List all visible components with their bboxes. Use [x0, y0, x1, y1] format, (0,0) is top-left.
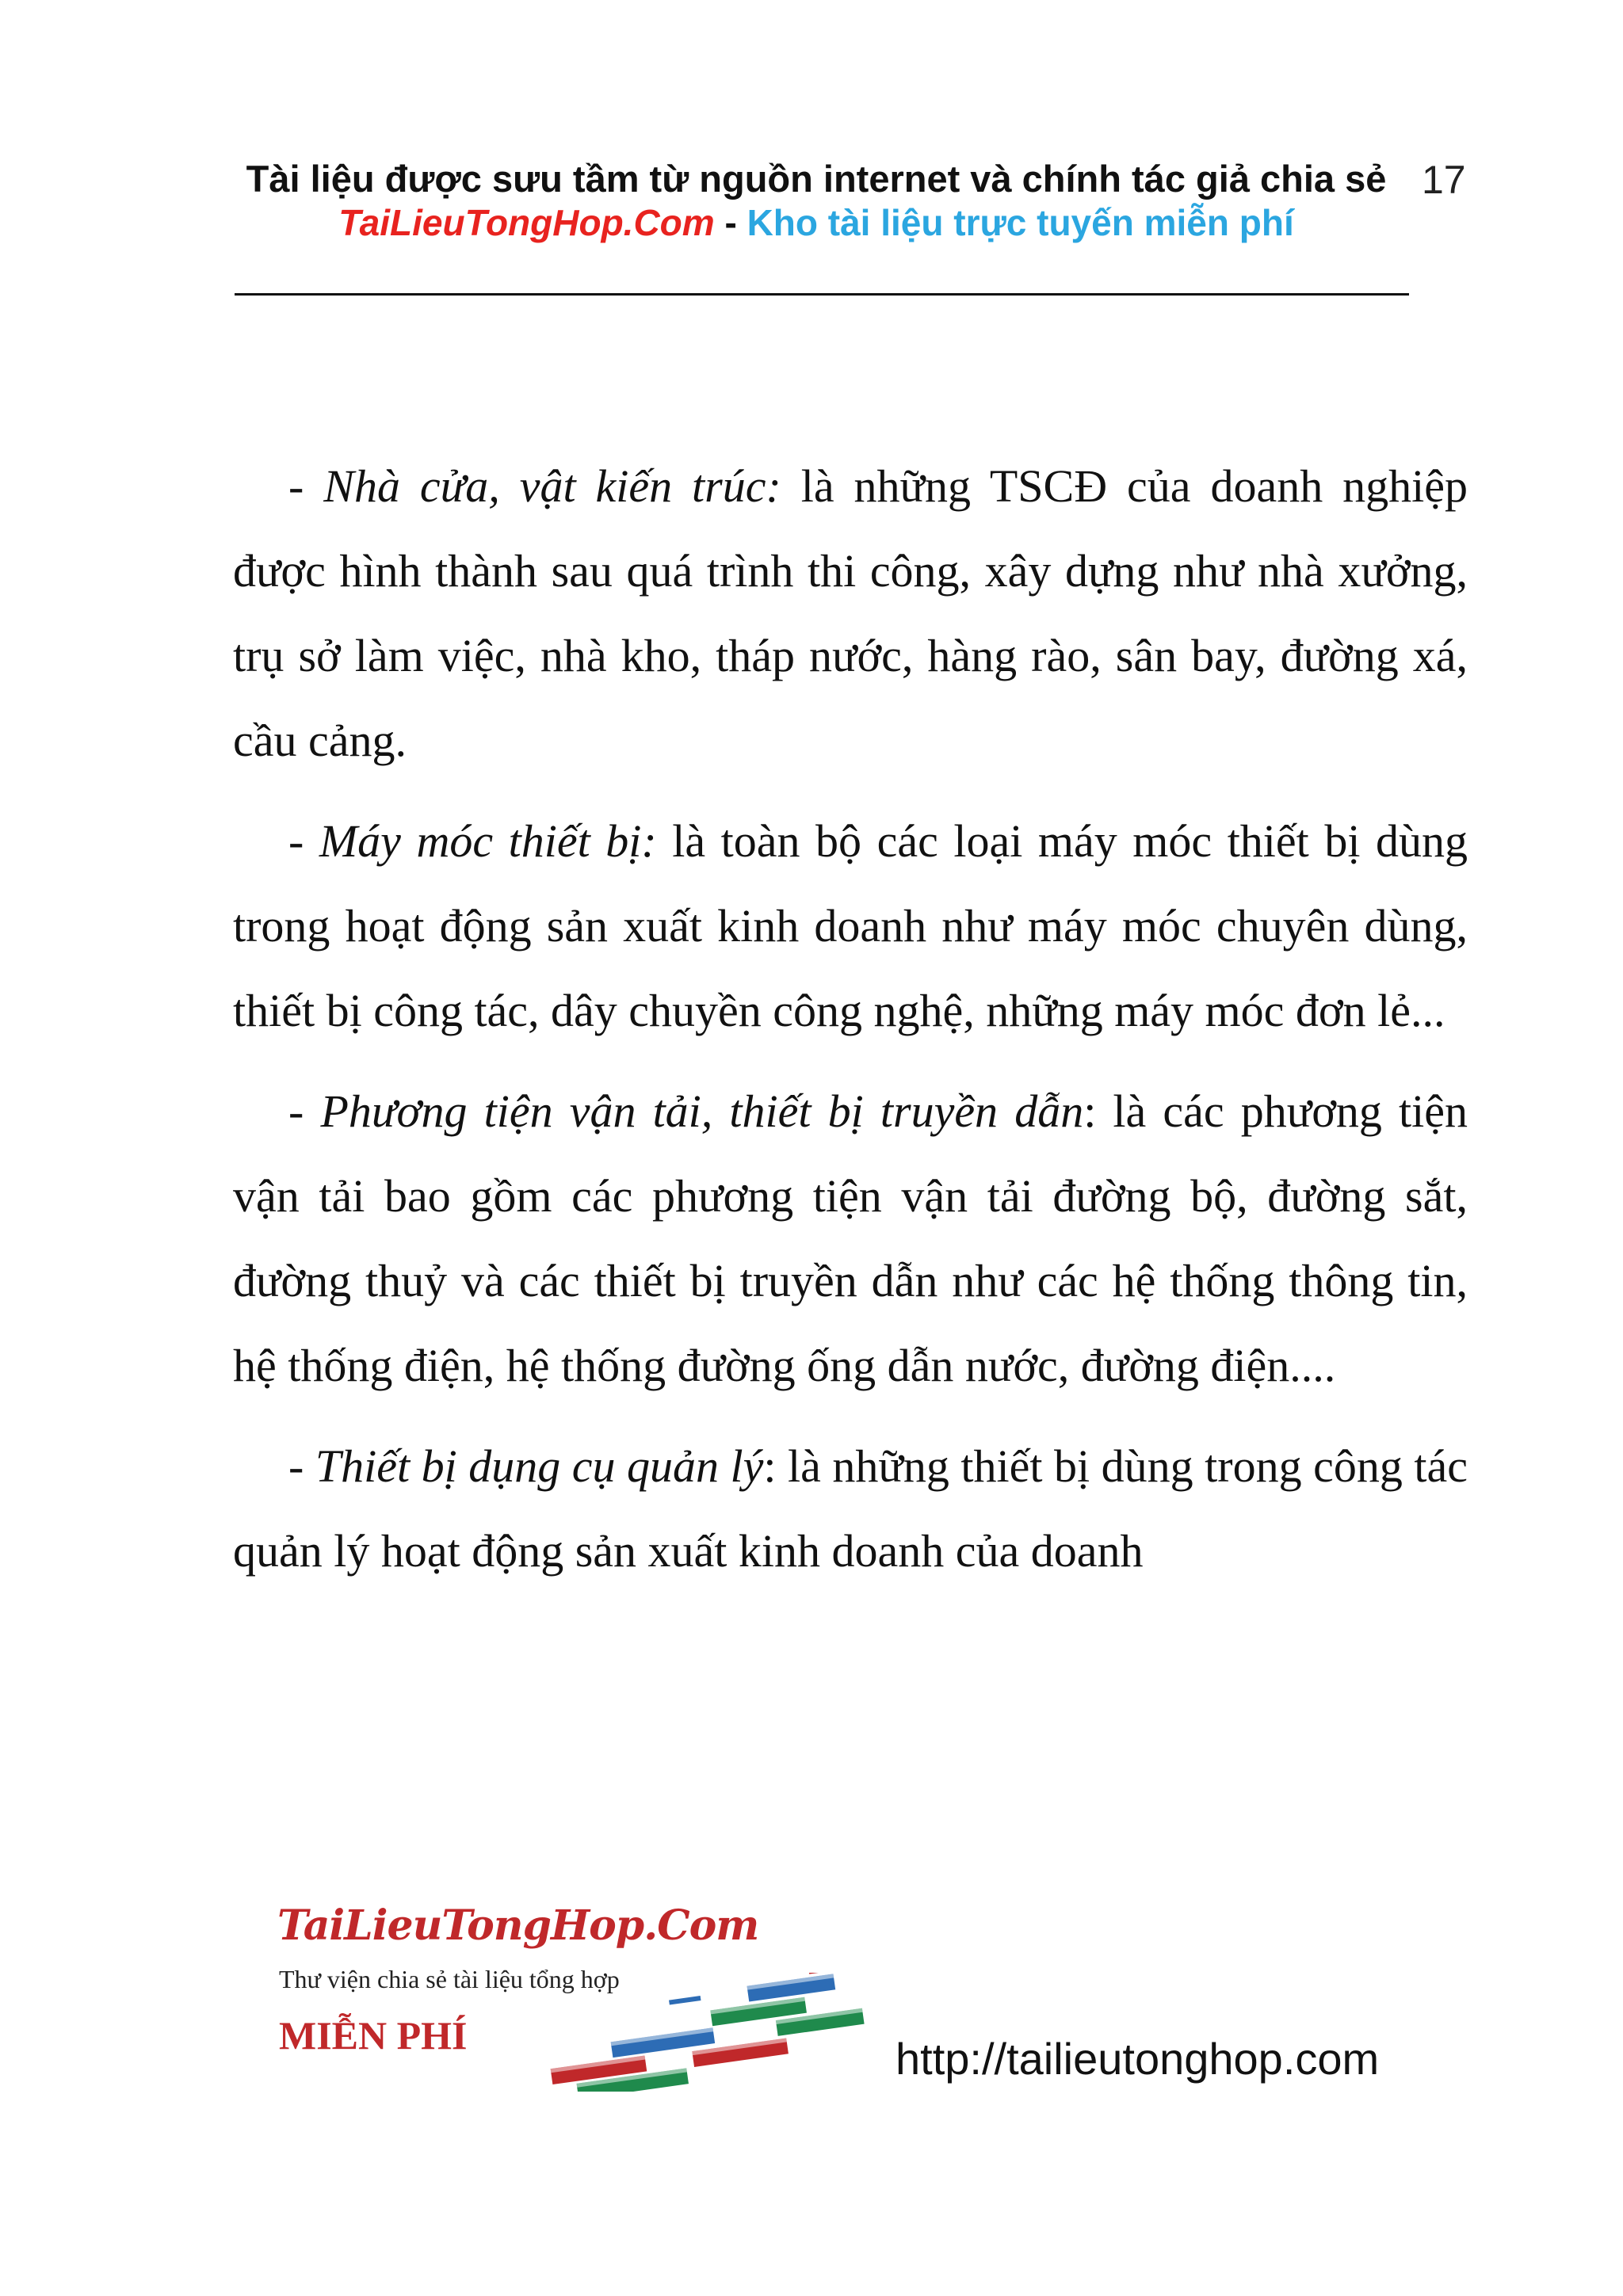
paragraph-dash: - — [288, 1440, 315, 1492]
footer-logo[interactable] — [277, 1901, 896, 2092]
header-site-name[interactable]: TaiLieuTongHop.Com — [338, 202, 715, 243]
paragraph-buildings — [233, 444, 1468, 783]
paragraph-text: là toàn bộ các loại máy móc thiết bị dùng trong hoạt động sản xuất kinh doanh như máy móc chuyên dùng, thiết bị công tác, dây chuyền công nghệ, những máy móc đơn lẻ... — [233, 815, 1468, 1036]
logo-title: TaiLieuTongHop.Com — [277, 1901, 759, 1950]
paragraph-text: : là những thiết bị dùng trong công tác quản lý hoạt động sản xuất kinh doanh của doanh — [233, 1440, 1468, 1577]
header-separator: - — [714, 202, 747, 243]
paragraph-dash: - — [288, 815, 319, 867]
logo-free-label: MIỄN PHÍ — [279, 2013, 468, 2058]
document-body — [233, 444, 1468, 1609]
paragraph-term: Thiết bị dụng cụ quản lý — [315, 1440, 764, 1492]
paragraph-transport — [233, 1069, 1468, 1408]
header-site-line — [230, 201, 1403, 244]
paragraph-dash: - — [288, 1085, 321, 1137]
paragraph-term: Máy móc thiết bị: — [319, 815, 657, 867]
paragraph-dash: - — [288, 460, 324, 512]
page-number: 17 — [1422, 158, 1466, 202]
paragraph-machinery — [233, 799, 1468, 1053]
paragraph-term: Phương tiện vận tải, thiết bị truyền dẫn — [320, 1085, 1084, 1137]
header-tagline: Kho tài liệu trực tuyến miễn phí — [747, 202, 1294, 243]
footer-url-link[interactable]: http://tailieutonghop.com — [896, 2034, 1380, 2084]
paragraph-management-tools — [233, 1424, 1468, 1593]
books-icon — [515, 1973, 880, 2092]
logo-subtitle: Thư viện chia sẻ tài liệu tổng hợp — [279, 1965, 620, 1993]
paragraph-term: Nhà cửa, vật kiến trúc: — [323, 460, 781, 512]
paragraph-text: là những TSCĐ của doanh nghiệp được hình thành sau quá trình thi công, xây dựng như nhà xưởng, trụ sở làm việc, nhà kho, tháp nước, hàng rào, sân bay, đường xá, cầu cảng. — [233, 460, 1468, 766]
paragraph-text: : là các phương tiện vận tải bao gồm các phương tiện vận tải đường bộ, đường sắt, đường thuỷ và các thiết bị truyền dẫn như các hệ thống thông tin, hệ thống điện, hệ thống đường ống dẫn nước, đường điện.... — [233, 1085, 1468, 1391]
header-divider — [235, 293, 1409, 296]
header-source-note: Tài liệu được sưu tầm từ nguồn internet và chính tác giả chia sẻ — [246, 158, 1387, 200]
